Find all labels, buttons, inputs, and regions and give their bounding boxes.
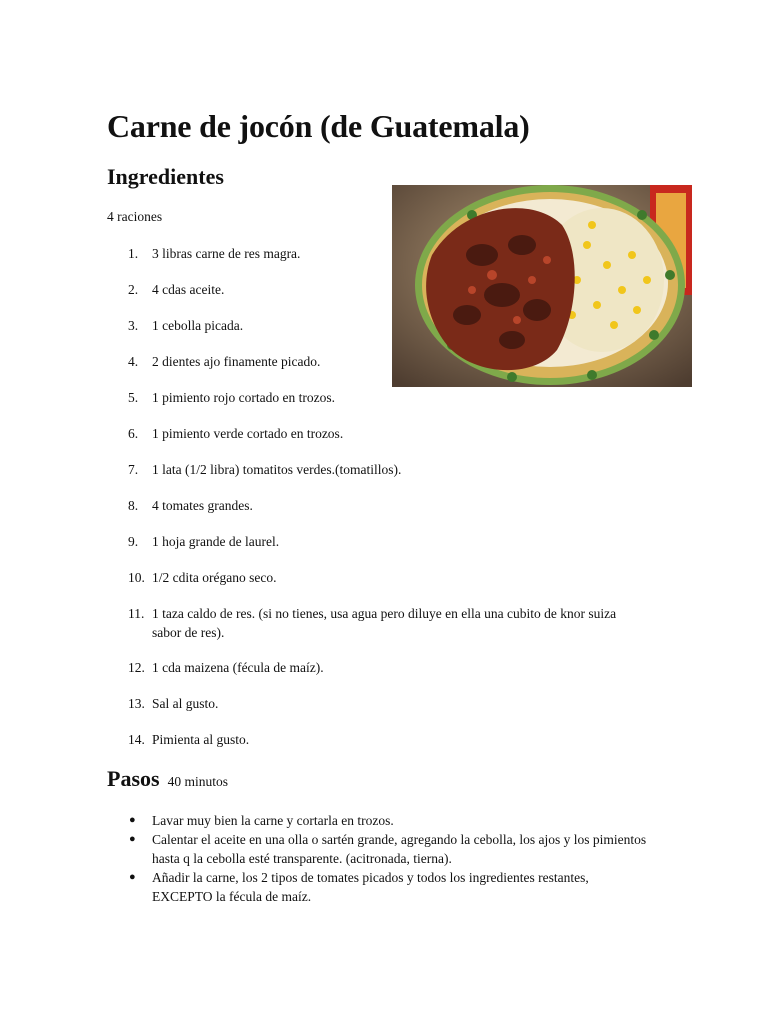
- list-item: 7. 1 lata (1/2 libra) tomatitos verdes.(tomatillos).: [128, 462, 402, 477]
- list-item: ● Lavar muy bien la carne y cortarla en trozos.: [107, 811, 647, 830]
- servings-text: 4 raciones: [107, 209, 163, 224]
- bullet-icon: ●: [129, 833, 136, 845]
- list-item: 4. 2 dientes ajo finamente picado.: [128, 354, 321, 369]
- steps-header: [107, 766, 228, 792]
- list-item: 10. 1/2 cdita orégano seco.: [128, 570, 277, 585]
- list-item: 11. 1 taza caldo de res. (si no tienes, usa agua pero diluye en ella una cubito de knor suiza sabor de res).: [128, 606, 617, 640]
- list-item: 5. 1 pimiento rojo cortado en trozos.: [128, 390, 335, 405]
- list-item: 3. 1 cebolla picada.: [128, 318, 244, 333]
- list-item: 2. 4 cdas aceite.: [128, 282, 225, 297]
- list-item: 9. 1 hoja grande de laurel.: [128, 534, 280, 549]
- list-item: 8. 4 tomates grandes.: [128, 498, 253, 513]
- steps-heading: Pasos: [107, 766, 160, 791]
- list-item: ● Calentar el aceite en una olla o sartén grande, agregando la cebolla, los ajos y los pimientos hasta q la cebolla esté transparente. (acitronada, tierna).: [107, 830, 647, 868]
- list-item: 14. Pimienta al gusto.: [128, 732, 250, 747]
- list-item: 1. 3 libras carne de res magra.: [128, 246, 301, 261]
- ingredients-list: [107, 244, 647, 749]
- list-item: 6. 1 pimiento verde cortado en trozos.: [128, 426, 344, 441]
- list-item: 13. Sal al gusto.: [128, 696, 219, 711]
- ingredients-heading: Ingredientes: [107, 164, 224, 189]
- steps-time: 40 minutos: [167, 774, 228, 789]
- steps-list: [107, 811, 647, 906]
- bullet-icon: ●: [129, 871, 136, 883]
- bullet-icon: ●: [129, 814, 136, 826]
- list-item: 12. 1 cda maizena (fécula de maíz).: [128, 660, 324, 675]
- list-item: ● Añadir la carne, los 2 tipos de tomates picados y todos los ingredientes restantes, EXCEPTO la fécula de maíz.: [107, 868, 647, 906]
- page-title: Carne de jocón (de Guatemala): [107, 108, 530, 144]
